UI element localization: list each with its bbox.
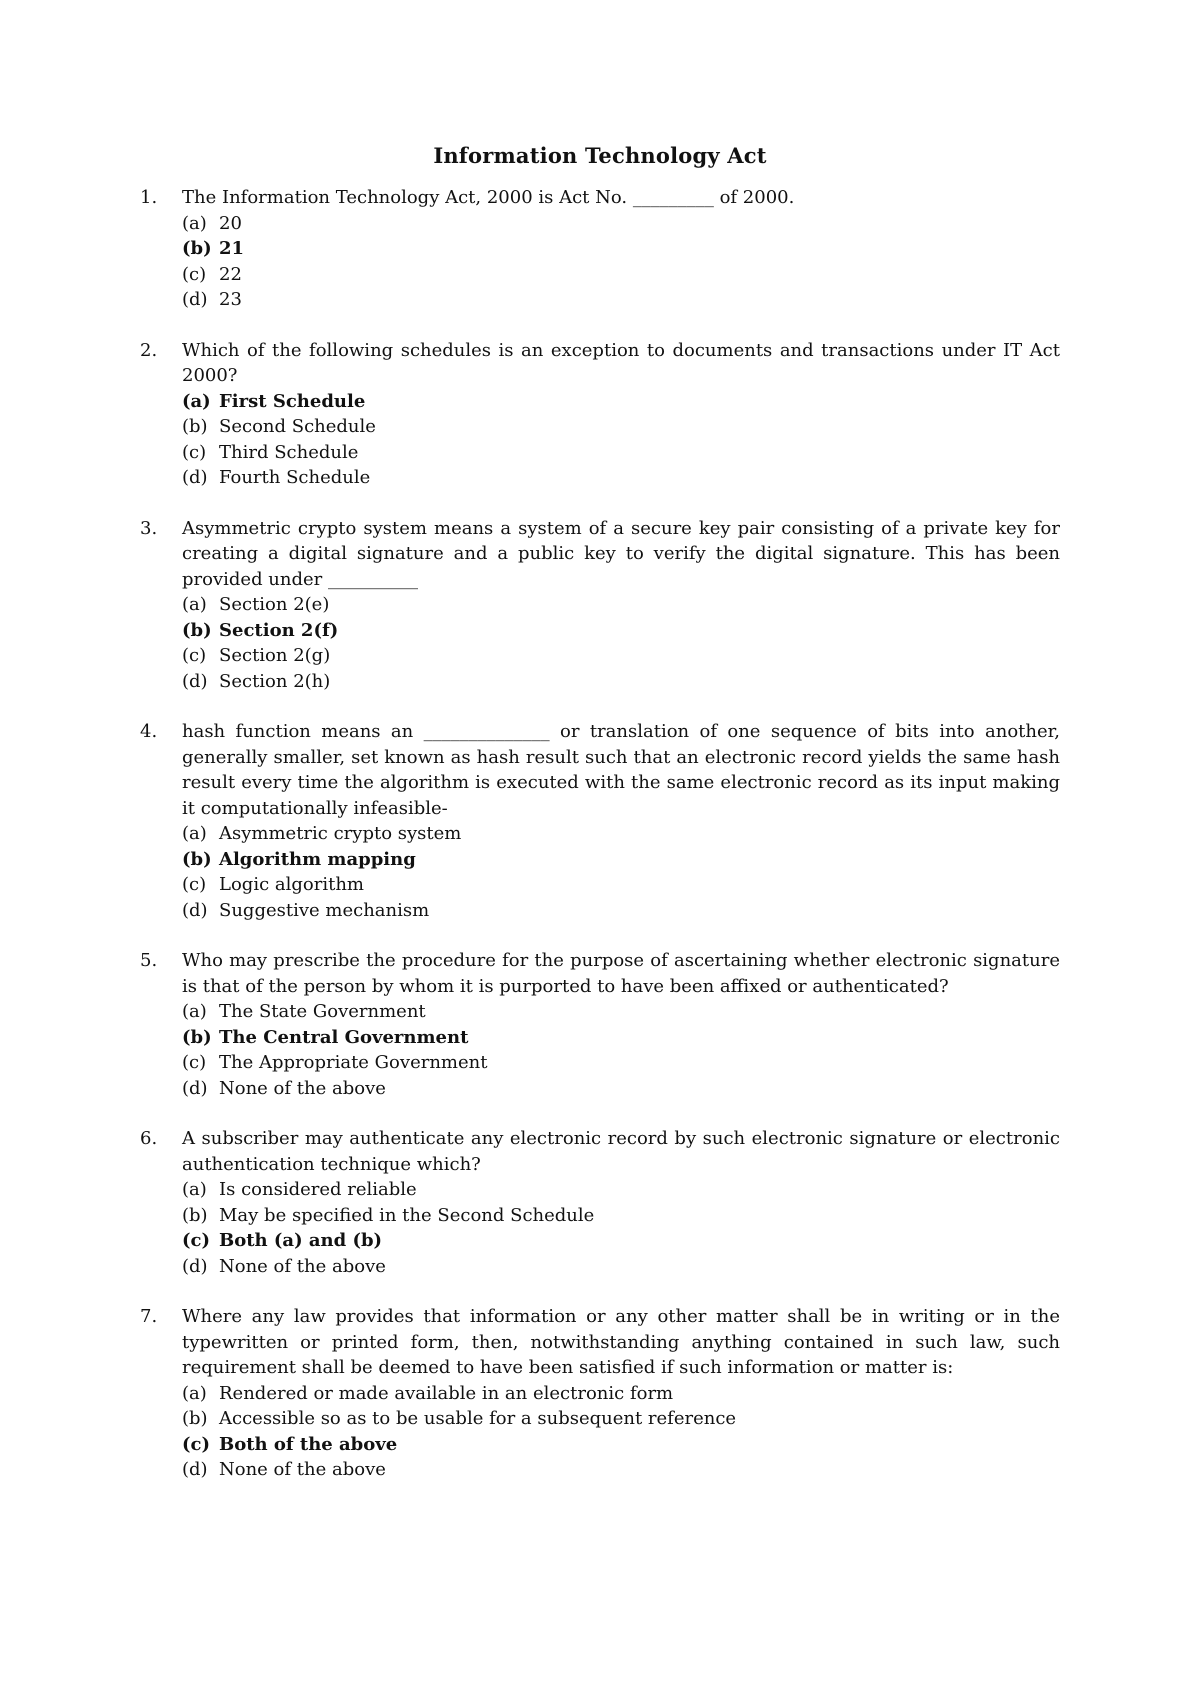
option-text: 23	[219, 289, 242, 310]
option-item-correct	[182, 1025, 1060, 1051]
option-letter: (c)	[182, 441, 207, 463]
option-text: 21	[219, 238, 245, 259]
question-item	[140, 338, 1060, 491]
option-item-correct	[182, 618, 1060, 644]
option-text: May be specified in the Second Schedule	[219, 1204, 595, 1226]
option-list	[182, 1177, 1060, 1279]
question-item	[140, 719, 1060, 923]
option-text: None of the above	[219, 1459, 386, 1480]
option-list	[182, 389, 1060, 491]
question-body	[182, 719, 1060, 923]
option-item	[182, 872, 1060, 898]
option-item	[182, 1254, 1060, 1280]
option-letter: (a)	[182, 1382, 207, 1404]
option-letter: (c)	[182, 1052, 207, 1073]
option-item	[182, 1457, 1060, 1483]
option-text: 20	[219, 212, 242, 234]
option-item	[182, 898, 1060, 924]
option-text: Both of the above	[219, 1433, 398, 1455]
option-item	[182, 287, 1060, 313]
question-number: 7.	[140, 1306, 158, 1327]
option-item	[182, 643, 1060, 669]
option-letter: (d)	[182, 899, 208, 921]
option-letter: (d)	[182, 670, 208, 692]
option-item	[182, 1076, 1060, 1102]
option-letter: (c)	[182, 874, 207, 895]
option-letter: (b)	[182, 848, 212, 870]
option-item-correct	[182, 236, 1060, 262]
option-text: The Appropriate Government	[219, 1052, 488, 1073]
option-item-correct	[182, 389, 1060, 415]
question-body	[182, 185, 1060, 313]
option-item	[182, 1177, 1060, 1203]
option-text: Third Schedule	[219, 441, 359, 463]
option-text: None of the above	[219, 1255, 386, 1277]
question-body	[182, 1126, 1060, 1279]
option-letter: (a)	[182, 212, 207, 234]
option-letter: (a)	[182, 1179, 207, 1200]
question-number: 1.	[140, 187, 158, 208]
option-item	[182, 1203, 1060, 1229]
option-text: Fourth Schedule	[219, 467, 371, 488]
option-text: Second Schedule	[219, 416, 376, 437]
option-list	[182, 211, 1060, 313]
option-text: 22	[219, 263, 242, 285]
question-number: 5.	[140, 950, 158, 971]
option-letter: (d)	[182, 467, 208, 488]
option-text: Section 2(g)	[219, 645, 331, 666]
option-letter: (a)	[182, 1001, 207, 1022]
question-number: 6.	[140, 1128, 158, 1149]
question-number: 3.	[140, 517, 158, 539]
option-text: Is considered reliable	[219, 1179, 417, 1200]
option-item	[182, 669, 1060, 695]
option-text: None of the above	[219, 1077, 386, 1099]
option-letter: (d)	[182, 1077, 208, 1099]
question-number: 4.	[140, 721, 158, 742]
question-item	[140, 516, 1060, 695]
option-letter: (d)	[182, 1255, 208, 1277]
option-letter: (d)	[182, 289, 208, 310]
question-body	[182, 516, 1060, 695]
option-item	[182, 211, 1060, 237]
option-item	[182, 821, 1060, 847]
option-item-correct	[182, 1228, 1060, 1254]
option-item	[182, 1381, 1060, 1407]
question-body	[182, 948, 1060, 1101]
option-text: Logic algorithm	[219, 874, 364, 895]
option-text: Section 2(e)	[219, 594, 330, 615]
option-letter: (d)	[182, 1459, 208, 1480]
option-letter: (c)	[182, 1230, 210, 1251]
option-text: Section 2(h)	[219, 670, 331, 692]
question-item	[140, 948, 1060, 1101]
option-item	[182, 440, 1060, 466]
question-item	[140, 185, 1060, 313]
option-text: Rendered or made available in an electronic form	[219, 1382, 674, 1404]
question-item	[140, 1126, 1060, 1279]
option-text: The Central Government	[219, 1026, 469, 1048]
option-letter: (a)	[182, 823, 207, 844]
question-text: Which of the following schedules is an exception to documents and transactions under IT Act 2000?	[182, 339, 1060, 386]
option-letter: (b)	[182, 416, 208, 437]
option-letter: (b)	[182, 238, 212, 259]
question-body	[182, 1304, 1060, 1483]
option-item	[182, 592, 1060, 618]
option-item	[182, 465, 1060, 491]
option-item	[182, 262, 1060, 288]
option-text: First Schedule	[219, 390, 366, 412]
option-item-correct	[182, 1432, 1060, 1458]
option-letter: (a)	[182, 594, 207, 615]
option-letter: (b)	[182, 619, 212, 641]
option-letter: (b)	[182, 1026, 212, 1048]
document-title: Information Technology Act	[433, 143, 767, 168]
option-list	[182, 821, 1060, 923]
option-text: Suggestive mechanism	[219, 899, 430, 921]
option-letter: (c)	[182, 263, 207, 285]
option-text: Algorithm mapping	[219, 848, 416, 870]
option-list	[182, 999, 1060, 1101]
option-text: Section 2(f)	[219, 619, 339, 641]
question-body	[182, 338, 1060, 491]
option-letter: (a)	[182, 390, 211, 412]
option-text: Asymmetric crypto system	[219, 823, 462, 844]
option-item	[182, 999, 1060, 1025]
question-item	[140, 1304, 1060, 1483]
option-letter: (c)	[182, 645, 207, 666]
question-text: hash function means an ______________ or translation of one sequence of bits into another, generally smaller, set known as hash result such that an electronic record yields the same hash result every time the algorithm is executed with the same electronic record as its input making it computationally infeasible-	[182, 721, 1060, 819]
option-letter: (b)	[182, 1204, 208, 1226]
question-text: Asymmetric crypto system means a system of a secure key pair consisting of a private key for creating a digital signature and a public key to verify the digital signature. This has been provided under __________	[182, 517, 1060, 590]
option-item	[182, 1050, 1060, 1076]
question-text: A subscriber may authenticate any electronic record by such electronic signature or electronic authentication technique which?	[182, 1128, 1060, 1175]
option-text: Accessible so as to be usable for a subsequent reference	[219, 1408, 737, 1429]
option-text: Both (a) and (b)	[219, 1230, 383, 1251]
option-item	[182, 414, 1060, 440]
option-list	[182, 592, 1060, 694]
option-letter: (b)	[182, 1408, 208, 1429]
question-text: The Information Technology Act, 2000 is Act No. _________ of 2000.	[182, 187, 795, 208]
option-item	[182, 1406, 1060, 1432]
option-item-correct	[182, 847, 1060, 873]
option-list	[182, 1381, 1060, 1483]
question-text: Where any law provides that information or any other matter shall be in writing or in the typewritten or printed form, then, notwithstanding anything contained in such law, such requirement shall be deemed to have been satisfied if such information or matter is:	[182, 1306, 1060, 1378]
option-letter: (c)	[182, 1433, 210, 1455]
question-text: Who may prescribe the procedure for the purpose of ascertaining whether electronic signature is that of the person by whom it is purported to have been affixed or authenticated?	[182, 950, 1060, 997]
question-number: 2.	[140, 339, 158, 361]
option-text: The State Government	[219, 1001, 426, 1022]
question-list	[140, 185, 1060, 1483]
